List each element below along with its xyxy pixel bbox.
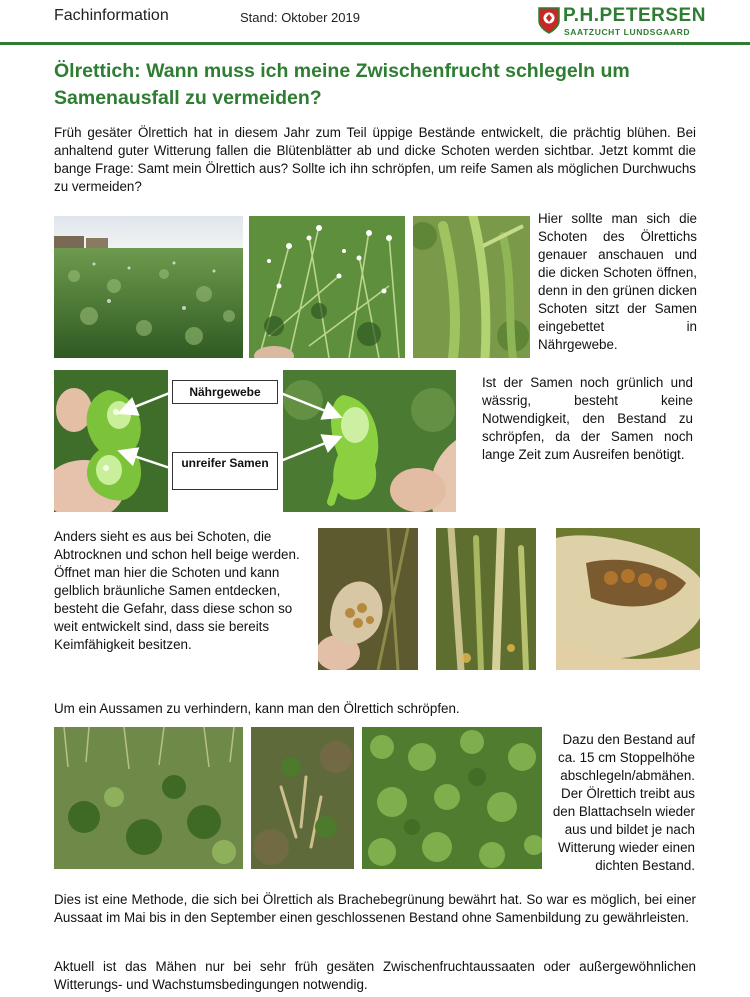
mown-field-photo: [54, 727, 243, 869]
section3-text: Anders sieht es aus bei Schoten, die Abtrocknen und schon hell beige werden. Öffnet man hier die Schoten und kann gelblich bräunliche Samen entdecken, besteht die Gefahr, dass diese schon so weit entwickelt sind, dass sie bereits Keimfähigkeit besitzen.: [54, 529, 300, 652]
flowering-photo: [249, 216, 405, 358]
current-paragraph: Aktuell ist das Mähen nur bei sehr früh gesäten Zwischenfruchtaussaaten oder außergewöhnlichen Witterungs- und Wachstumsbedingungen notwendig.: [54, 959, 696, 992]
document-date: Stand: Oktober 2019: [240, 10, 360, 25]
document-type-label: Fachinformation: [54, 7, 169, 24]
field-photo: [54, 216, 243, 358]
ripe-seeds-photo: [556, 528, 700, 670]
dry-stems-photo: [436, 528, 536, 670]
section2-text: Ist der Samen noch grünlich und wässrig, besteht keine Notwendigkeit, den Bestand zu schröpfen, da der Samen noch lange Zeit zum Ausreifen benötigt.: [482, 375, 693, 462]
callout-nutrient-tissue: Nährgewebe: [172, 380, 278, 404]
pods-photo: [413, 216, 530, 358]
callout-unripe-seed: unreifer Samen: [172, 452, 278, 490]
logo-name: P.H.PETERSEN: [563, 5, 706, 26]
dry-pod-photo: [318, 528, 418, 670]
stubble-photo: [251, 727, 354, 869]
page-title: Ölrettich: Wann muss ich meine Zwischenfrucht schlegeln um Samenausfall zu vermeiden?: [54, 60, 630, 109]
section1-text: Hier sollte man sich die Schoten des Ölrettichs genauer anschauen und die dicken Schoten öffnen, denn in den grünen dicken Schoten sitzt der Samen eingebettet in Nährgewebe.: [538, 211, 697, 352]
intro-paragraph: Früh gesäter Ölrettich hat in diesem Jahr zum Teil üppige Bestände entwickelt, die prächtig blühen. Bei anhaltend guter Witterung fallen die Blütenblätter ab und dicke Schoten werden sichtbar. Jetzt kommt die bange Frage: Samt mein Ölrettich aus? Sollte ich ihn schröpfen, um reife Samen als möglichen Durchwuchs zu vermeiden?: [54, 125, 696, 194]
logo-subtitle: SAATZUCHT LUNDSGAARD: [564, 27, 691, 37]
method-paragraph: Dies ist eine Methode, die sich bei Ölrettich als Brachebegrünung bewährt hat. So war es möglich, bei einer Aussaat im Mai bis in den September einen geschlossenen Bestand ohne Samenbildung zu gewährleisten.: [54, 892, 696, 925]
company-logo: [537, 5, 706, 39]
section4-text: Dazu den Bestand auf ca. 15 cm Stoppelhöhe abschlegeln/abmähen. Der Ölrettich treibt aus den Blattachseln wieder aus und bildet je nach Witterung wieder einen dichten Bestand.: [552, 732, 695, 873]
header-divider: [0, 42, 750, 45]
regrowth-photo: [362, 727, 542, 869]
section4-intro: Um ein Aussamen zu verhindern, kann man den Ölrettich schröpfen.: [54, 701, 460, 716]
shield-icon: [537, 6, 561, 34]
